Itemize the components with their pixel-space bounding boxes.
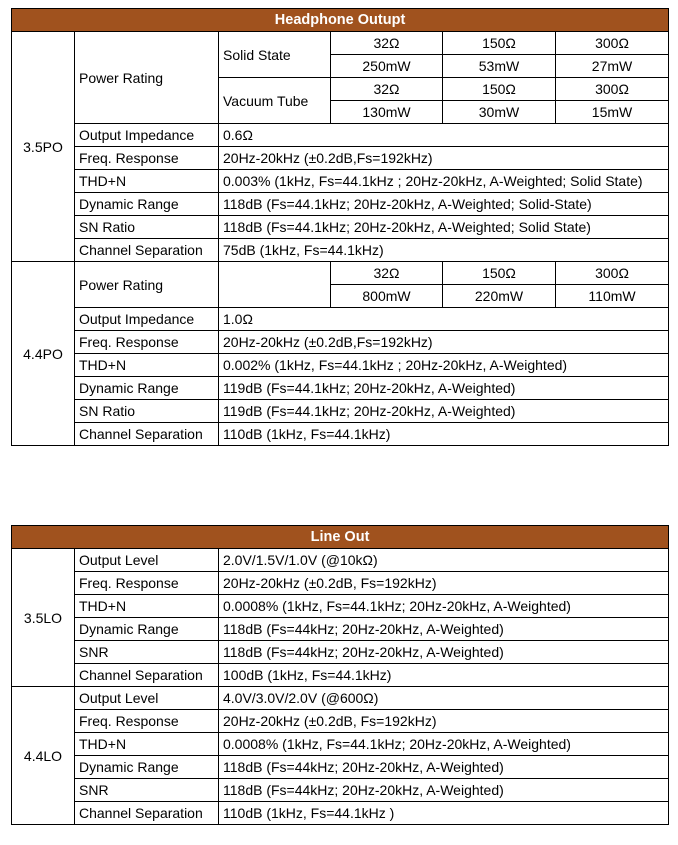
- table-row: [12, 400, 669, 423]
- power-value-cell: 800mW: [331, 285, 443, 308]
- table-row: [12, 687, 669, 710]
- table-row: [12, 377, 669, 400]
- spec-value: 20Hz-20kHz (±0.2dB, Fs=192kHz): [219, 572, 669, 595]
- table-row: [12, 641, 669, 664]
- power-rating-label: Power Rating: [75, 32, 219, 124]
- spec-value: 20Hz-20kHz (±0.2dB,Fs=192kHz): [219, 147, 669, 170]
- spec-label: THD+N: [75, 170, 219, 193]
- table-row: [12, 710, 669, 733]
- power-rating-label: Power Rating: [75, 262, 219, 308]
- group-4-4po: 4.4PO: [12, 262, 75, 446]
- table-row: [12, 308, 669, 331]
- group-3-5lo: 3.5LO: [12, 549, 75, 687]
- table-row: [12, 193, 669, 216]
- power-value-cell: 220mW: [443, 285, 556, 308]
- spec-value: 110dB (1kHz, Fs=44.1kHz ): [219, 802, 669, 825]
- table-row: [12, 572, 669, 595]
- spec-label: Output Impedance: [75, 308, 219, 331]
- table-row: [12, 618, 669, 641]
- spec-value: 118dB (Fs=44.1kHz; 20Hz-20kHz, A-Weighted; Solid-State): [219, 193, 669, 216]
- load-cell: 300Ω: [556, 32, 669, 55]
- spec-label: Freq. Response: [75, 572, 219, 595]
- spec-value: 110dB (1kHz, Fs=44.1kHz): [219, 423, 669, 446]
- spec-label: Dynamic Range: [75, 193, 219, 216]
- table-row: [12, 124, 669, 147]
- line-out-title: Line Out: [12, 526, 669, 549]
- spec-label: Freq. Response: [75, 147, 219, 170]
- table-row: [12, 216, 669, 239]
- spec-value: 1.0Ω: [219, 308, 669, 331]
- headphone-output-title: Headphone Outupt: [12, 9, 669, 32]
- spec-value: 2.0V/1.5V/1.0V (@10kΩ): [219, 549, 669, 572]
- load-cell: 150Ω: [443, 32, 556, 55]
- line-out-table: [11, 525, 669, 825]
- table-row: [12, 756, 669, 779]
- empty-cell: [219, 262, 331, 308]
- power-value-cell: 130mW: [331, 101, 443, 124]
- spec-value: 118dB (Fs=44kHz; 20Hz-20kHz, A-Weighted): [219, 618, 669, 641]
- vacuum-tube-label: Vacuum Tube: [219, 78, 331, 124]
- power-value-cell: 15mW: [556, 101, 669, 124]
- spec-label: Dynamic Range: [75, 618, 219, 641]
- table-row: [12, 664, 669, 687]
- spec-label: SN Ratio: [75, 216, 219, 239]
- power-value-cell: 110mW: [556, 285, 669, 308]
- spec-label: Freq. Response: [75, 331, 219, 354]
- table-row: [12, 423, 669, 446]
- table-row: [12, 733, 669, 756]
- spec-label: Freq. Response: [75, 710, 219, 733]
- spec-value: 100dB (1kHz, Fs=44.1kHz): [219, 664, 669, 687]
- spec-label: Output Level: [75, 687, 219, 710]
- spec-label: Output Impedance: [75, 124, 219, 147]
- table-row: [12, 331, 669, 354]
- headphone-output-table: [11, 8, 669, 446]
- spec-label: Channel Separation: [75, 423, 219, 446]
- table-row: [12, 779, 669, 802]
- spec-value: 0.0008% (1kHz, Fs=44.1kHz; 20Hz-20kHz, A-Weighted): [219, 595, 669, 618]
- spec-value: 118dB (Fs=44kHz; 20Hz-20kHz, A-Weighted): [219, 779, 669, 802]
- spec-label: Dynamic Range: [75, 377, 219, 400]
- spec-value: 0.003% (1kHz, Fs=44.1kHz ; 20Hz-20kHz, A-Weighted; Solid State): [219, 170, 669, 193]
- load-cell: 32Ω: [331, 78, 443, 101]
- load-cell: 150Ω: [443, 262, 556, 285]
- power-value-cell: 53mW: [443, 55, 556, 78]
- spec-label: Dynamic Range: [75, 756, 219, 779]
- power-value-cell: 30mW: [443, 101, 556, 124]
- load-cell: 300Ω: [556, 78, 669, 101]
- spec-label: SN Ratio: [75, 400, 219, 423]
- group-3-5po: 3.5PO: [12, 32, 75, 262]
- spec-label: Channel Separation: [75, 239, 219, 262]
- spec-label: THD+N: [75, 733, 219, 756]
- spec-label: Channel Separation: [75, 802, 219, 825]
- spec-value: 4.0V/3.0V/2.0V (@600Ω): [219, 687, 669, 710]
- spec-label: SNR: [75, 641, 219, 664]
- table-row: [12, 170, 669, 193]
- table-row: [12, 802, 669, 825]
- table-row: [12, 595, 669, 618]
- solid-state-label: Solid State: [219, 32, 331, 78]
- spec-value: 118dB (Fs=44kHz; 20Hz-20kHz, A-Weighted): [219, 641, 669, 664]
- table-row: [12, 239, 669, 262]
- load-cell: 300Ω: [556, 262, 669, 285]
- spec-value: 118dB (Fs=44.1kHz; 20Hz-20kHz, A-Weighted; Solid State): [219, 216, 669, 239]
- power-value-cell: 27mW: [556, 55, 669, 78]
- spec-value: 119dB (Fs=44.1kHz; 20Hz-20kHz, A-Weighted): [219, 377, 669, 400]
- spec-label: Output Level: [75, 549, 219, 572]
- load-cell: 32Ω: [331, 262, 443, 285]
- spec-label: THD+N: [75, 354, 219, 377]
- group-4-4lo: 4.4LO: [12, 687, 75, 825]
- power-value-cell: 250mW: [331, 55, 443, 78]
- table-row: [12, 549, 669, 572]
- spec-value: 118dB (Fs=44kHz; 20Hz-20kHz, A-Weighted): [219, 756, 669, 779]
- spec-label: Channel Separation: [75, 664, 219, 687]
- load-cell: 32Ω: [331, 32, 443, 55]
- spec-value: 20Hz-20kHz (±0.2dB,Fs=192kHz): [219, 331, 669, 354]
- spec-value: 0.6Ω: [219, 124, 669, 147]
- spec-value: 0.0008% (1kHz, Fs=44.1kHz; 20Hz-20kHz, A-Weighted): [219, 733, 669, 756]
- load-cell: 150Ω: [443, 78, 556, 101]
- spec-value: 119dB (Fs=44.1kHz; 20Hz-20kHz, A-Weighted): [219, 400, 669, 423]
- spec-label: SNR: [75, 779, 219, 802]
- table-row: [12, 354, 669, 377]
- spec-value: 75dB (1kHz, Fs=44.1kHz): [219, 239, 669, 262]
- table-row: [12, 147, 669, 170]
- spec-label: THD+N: [75, 595, 219, 618]
- spec-value: 0.002% (1kHz, Fs=44.1kHz ; 20Hz-20kHz, A-Weighted): [219, 354, 669, 377]
- spec-value: 20Hz-20kHz (±0.2dB, Fs=192kHz): [219, 710, 669, 733]
